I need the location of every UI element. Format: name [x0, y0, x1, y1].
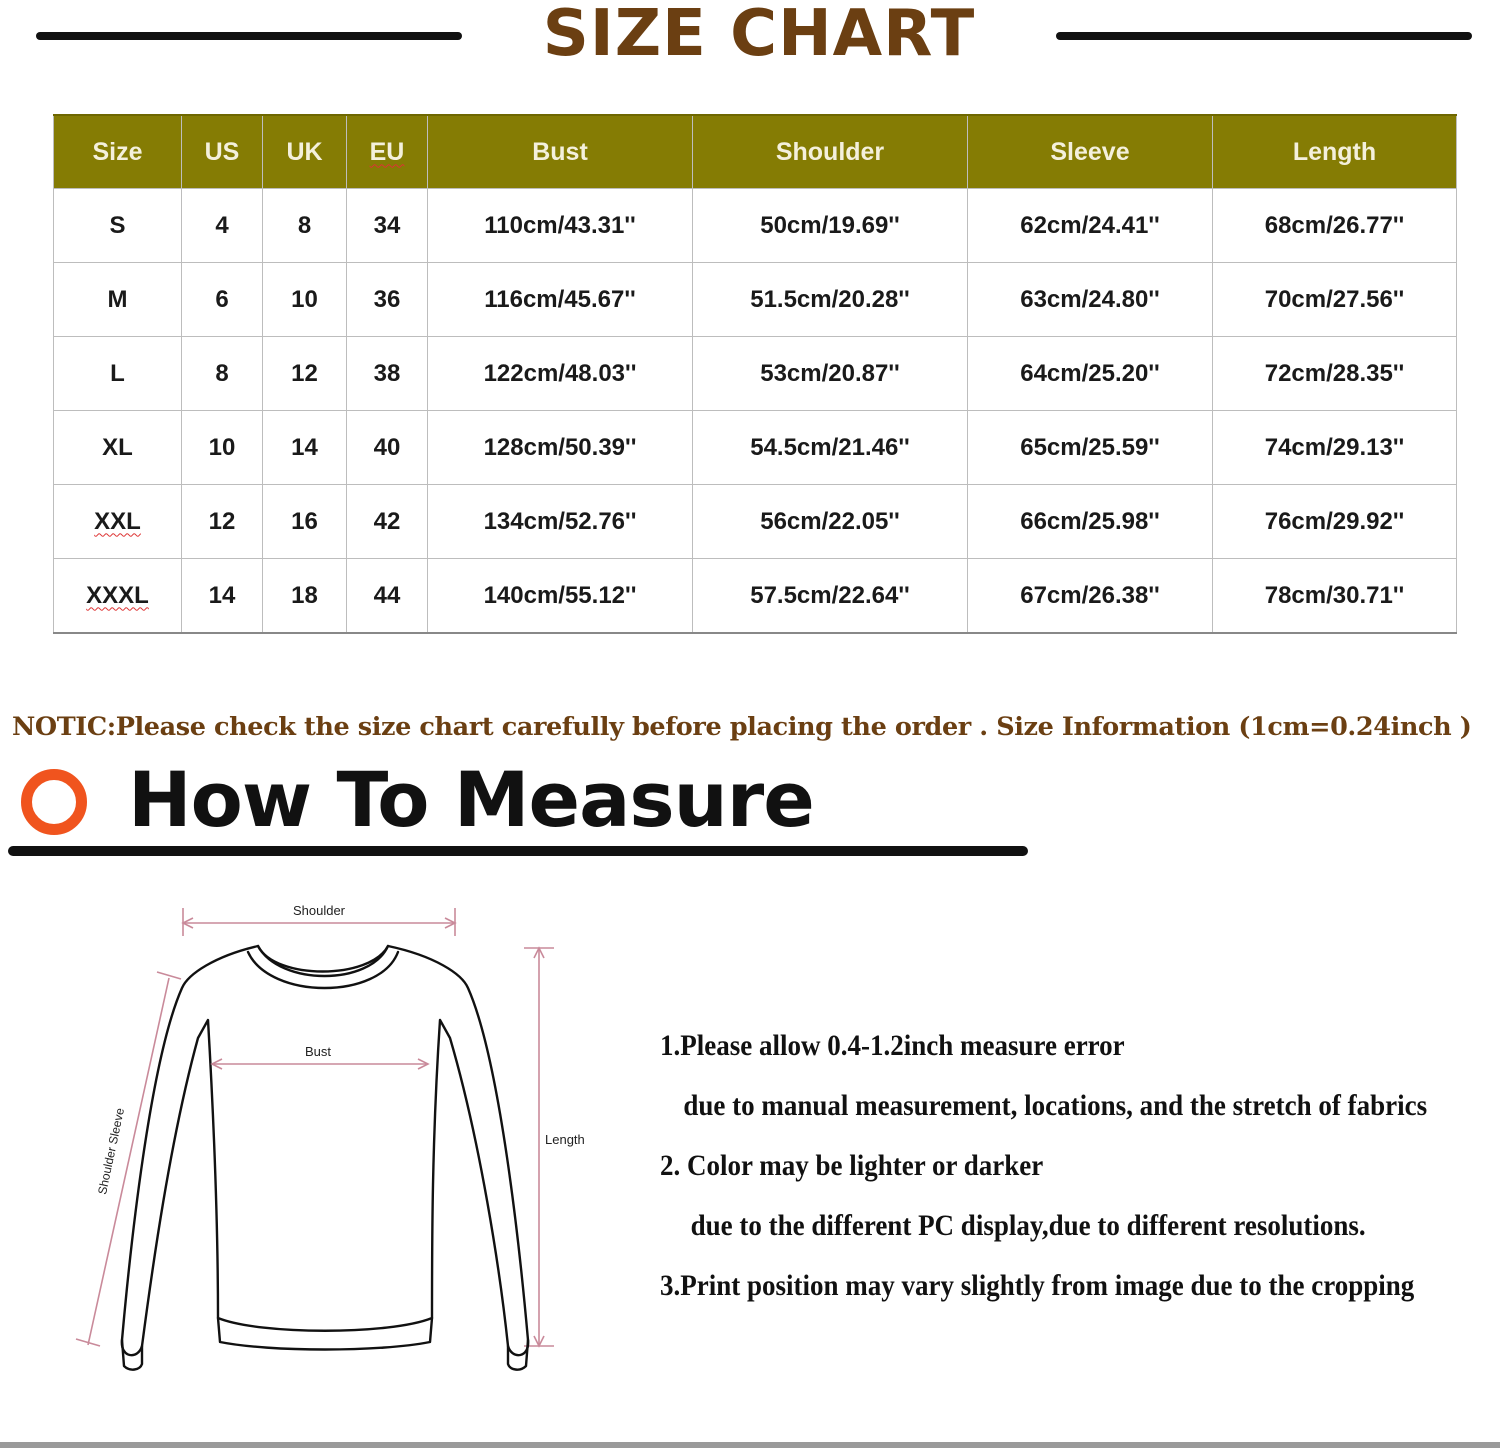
how-to-measure-heading: How To Measure: [128, 755, 814, 844]
cell-eu: 34: [347, 189, 428, 263]
sweatshirt-diagram: [60, 890, 620, 1380]
cell-length: 72cm/28.35'': [1213, 337, 1457, 411]
note-line-1: 1.Please allow 0.4-1.2inch measure error: [660, 1029, 1125, 1062]
length-label: Length: [545, 1132, 585, 1147]
sweatshirt-outline: [122, 946, 528, 1370]
note-line-2: due to manual measurement, locations, and the stretch of fabrics: [683, 1089, 1428, 1122]
cell-sleeve: 66cm/25.98'': [968, 485, 1213, 559]
table-row: [54, 559, 1457, 634]
cell-bust: 110cm/43.31'': [428, 189, 693, 263]
cell-uk: 12: [263, 337, 347, 411]
cell-sleeve: 64cm/25.20'': [968, 337, 1213, 411]
cell-bust: 140cm/55.12'': [428, 559, 693, 634]
header-eu: [347, 115, 428, 189]
cell-shoulder: 50cm/19.69'': [693, 189, 968, 263]
bottom-divider: [0, 1442, 1500, 1448]
heading-underline: [8, 846, 1028, 856]
cell-size-label: XXXL: [86, 581, 149, 609]
shoulder-label: Shoulder: [292, 903, 346, 918]
cell-eu: 36: [347, 263, 428, 337]
cell-uk: 16: [263, 485, 347, 559]
cell-size: S: [54, 189, 182, 263]
cell-eu: 40: [347, 411, 428, 485]
notice-text: NOTIC:Please check the size chart carefully before placing the order . Size Information (1cm=0.24inch ): [12, 712, 1472, 742]
cell-sleeve: 65cm/25.59'': [968, 411, 1213, 485]
table-row: [54, 337, 1457, 411]
table-row: [54, 189, 1457, 263]
sleeve-label: Shoulder Sleeve: [95, 1106, 128, 1196]
cell-shoulder: 57.5cm/22.64'': [693, 559, 968, 634]
cell-size: XL: [54, 411, 182, 485]
cell-us: 12: [182, 485, 263, 559]
cell-us: 14: [182, 559, 263, 634]
cell-us: 8: [182, 337, 263, 411]
title-rule-left: [36, 32, 462, 40]
note-line-3: 2. Color may be lighter or darker: [660, 1149, 1044, 1182]
cell-length: 68cm/26.77'': [1213, 189, 1457, 263]
cell-bust: 116cm/45.67'': [428, 263, 693, 337]
cell-shoulder: 51.5cm/20.28'': [693, 263, 968, 337]
cell-uk: 18: [263, 559, 347, 634]
header-shoulder: Shoulder: [693, 115, 968, 189]
cell-sleeve: 63cm/24.80'': [968, 263, 1213, 337]
table-row: [54, 263, 1457, 337]
header-bust: Bust: [428, 115, 693, 189]
cell-size: L: [54, 337, 182, 411]
cell-uk: 8: [263, 189, 347, 263]
cell-bust: 122cm/48.03'': [428, 337, 693, 411]
cell-sleeve: 62cm/24.41'': [968, 189, 1213, 263]
cell-bust: 128cm/50.39'': [428, 411, 693, 485]
table-row: [54, 485, 1457, 559]
header-sleeve: Sleeve: [968, 115, 1213, 189]
cell-shoulder: 56cm/22.05'': [693, 485, 968, 559]
sweatshirt-svg: [60, 890, 620, 1380]
measurement-notes: [660, 1022, 1490, 1322]
sleeve-dimension: [76, 972, 181, 1346]
cell-eu: 38: [347, 337, 428, 411]
header-eu-label: EU: [369, 137, 405, 166]
cell-size: M: [54, 263, 182, 337]
cell-size: [54, 485, 182, 559]
cell-length: 70cm/27.56'': [1213, 263, 1457, 337]
cell-us: 10: [182, 411, 263, 485]
cell-us: 4: [182, 189, 263, 263]
note-line-5: 3.Print position may vary slightly from image due to the cropping: [660, 1269, 1415, 1302]
header-us: US: [182, 115, 263, 189]
cell-us: 6: [182, 263, 263, 337]
table-header-row: [54, 115, 1457, 189]
cell-bust: 134cm/52.76'': [428, 485, 693, 559]
bust-label: Bust: [304, 1044, 332, 1059]
cell-length: 76cm/29.92'': [1213, 485, 1457, 559]
cell-eu: 44: [347, 559, 428, 634]
header-length: Length: [1213, 115, 1457, 189]
table-row: [54, 411, 1457, 485]
header-uk: UK: [263, 115, 347, 189]
cell-uk: 10: [263, 263, 347, 337]
cell-size: [54, 559, 182, 634]
cell-length: 74cm/29.13'': [1213, 411, 1457, 485]
title-rule-right: [1056, 32, 1472, 40]
size-chart-title: SIZE CHART: [542, 0, 976, 71]
header-size: Size: [54, 115, 182, 189]
cell-sleeve: 67cm/26.38'': [968, 559, 1213, 634]
cell-uk: 14: [263, 411, 347, 485]
size-table: [53, 114, 1457, 634]
ring-icon: [21, 769, 87, 835]
length-dimension: [524, 948, 554, 1346]
cell-shoulder: 54.5cm/21.46'': [693, 411, 968, 485]
cell-size-label: XXL: [94, 507, 141, 535]
bust-dimension: [212, 1059, 428, 1069]
note-line-4: due to the different PC display,due to different resolutions.: [690, 1209, 1366, 1242]
cell-shoulder: 53cm/20.87'': [693, 337, 968, 411]
cell-eu: 42: [347, 485, 428, 559]
cell-length: 78cm/30.71'': [1213, 559, 1457, 634]
